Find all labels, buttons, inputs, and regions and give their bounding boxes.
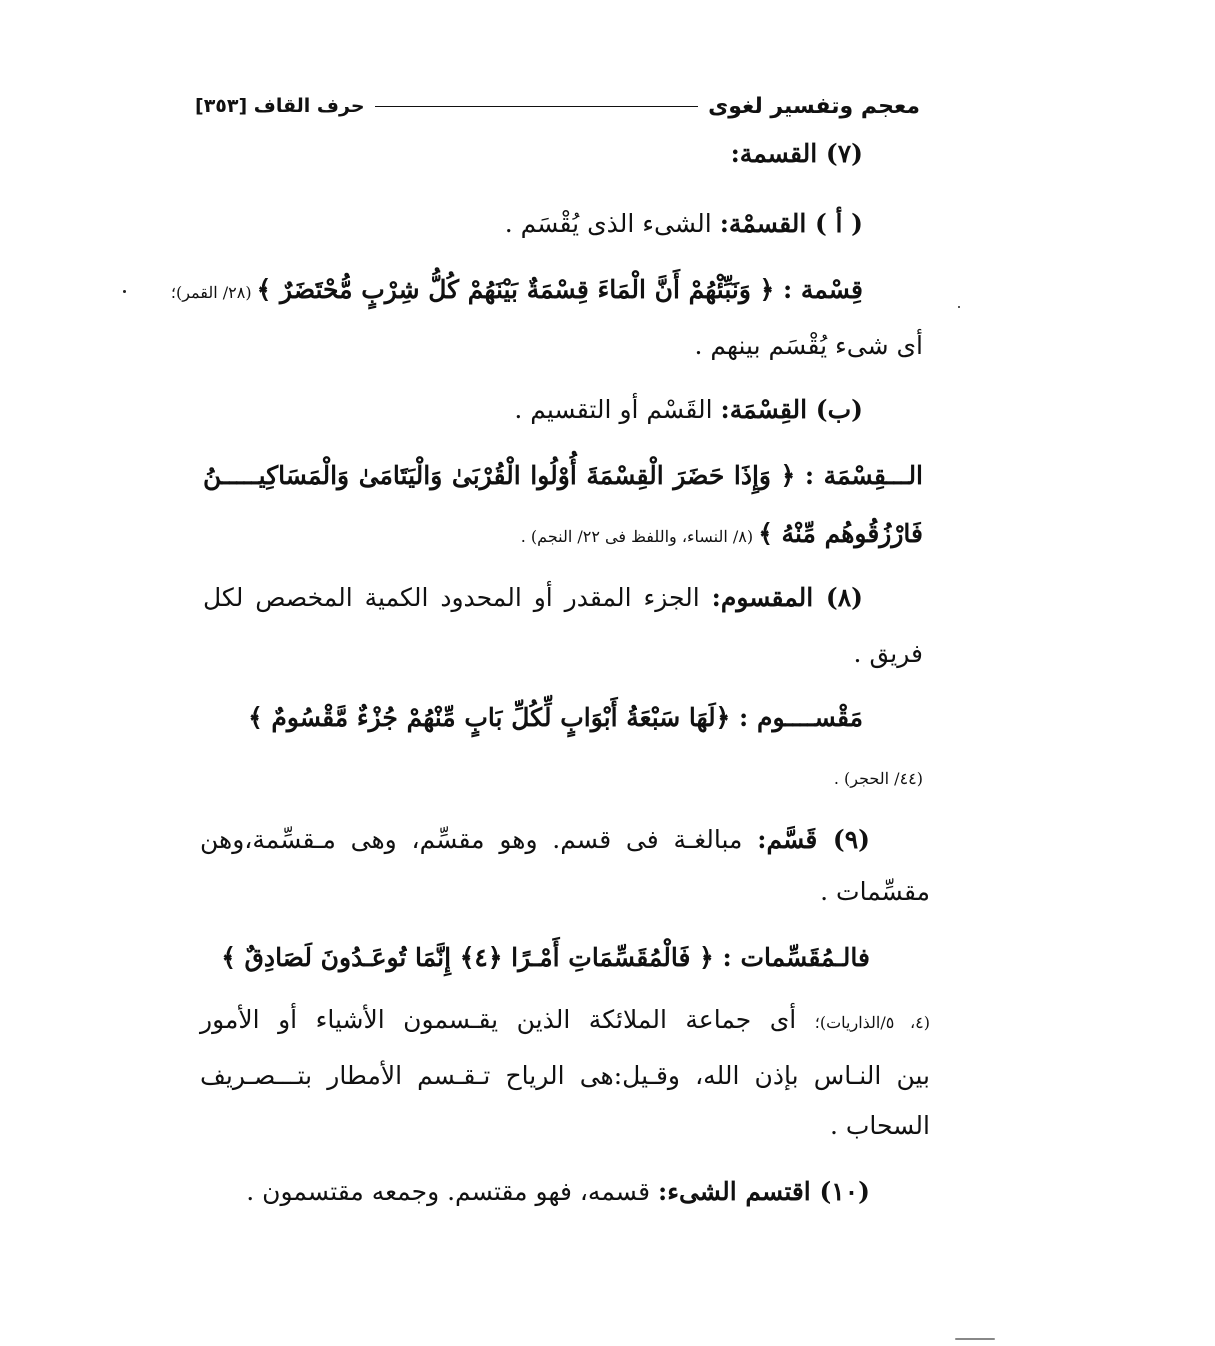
running-header <box>195 86 920 126</box>
entry-7a-explanation: أى شىء يُقْسَم بينهم . <box>694 331 923 360</box>
entry-7b-definition: (ب) القِسْمَة: القَسْم أو التقسيم . <box>514 395 863 424</box>
section-page-number: حرف القاف [٣٥٣] <box>195 95 365 117</box>
entry-9-definition-continuation: مقسِّمات . <box>820 877 930 906</box>
entry-7a-definition: ( أ ) القسمْة: الشىء الذى يُقْسَم . <box>504 209 863 238</box>
entry-7b-quran-citation: الـــقِسْمَة : ﴿ وَإِذَا حَضَرَ الْقِسْمَةَ أُوْلُوا الْقُرْبَىٰ وَالْيَتَامَىٰ وَالْمَسَاكِيـــــنُ <box>203 461 924 490</box>
entry-8-quran-citation: مَقْســــوم : ﴿لَهَا سَبْعَةُ أَبْوَابٍ لِّكُلِّ بَابٍ مِّنْهُمْ جُزْءٌ مَّقْسُومٌ ﴾ <box>248 703 863 732</box>
entry-7b-quran-continuation: فَارْزُقُوهُم مِّنْهُ ﴾ (٨/ النساء، واللفظ فى ٢٢/ النجم) . <box>520 519 923 548</box>
entry-8-citation-reference: (٤٤/ الحجر) . <box>833 769 923 788</box>
header-rule <box>375 106 699 107</box>
book-title: معجم وتفسير لغوى <box>708 93 920 119</box>
entry-9-definition: (٩) قَسَّم: مبالغـة فى قسم. وهو مقسِّم، وهى مـقسِّمة،وهن <box>200 825 870 854</box>
entry-9-explanation-end: السحاب . <box>829 1111 930 1140</box>
entry-9-quran-citation: فالـمُقَسِّمات : ﴿ فَالْمُقَسِّمَاتِ أَمْـرًا ﴿٤﴾ إِنَّمَا تُوعَـدُونَ لَصَادِقٌ ﴾ <box>221 943 870 972</box>
entry-9-explanation: (٤، ٥/الذاريات)؛ أى جماعة الملائكة الذين يقـسمون الأشياء أو الأمور <box>200 1005 931 1034</box>
entry-8-definition-continuation: فريق . <box>853 639 923 668</box>
entry-8-definition: (٨) المقسوم: الجزء المقدر أو المحدود الكمية المخصص لكل <box>203 583 863 612</box>
scan-edge-mark <box>955 1338 995 1340</box>
entry-7a-quran-citation: قِسْمة : ﴿ وَنَبِّئْهُمْ أَنَّ الْمَاءَ قِسْمَةٌ بَيْنَهُمْ كُلُّ شِرْبٍ مُّحْتَضَرٌ ﴾ (٢٨/ القمر)؛ <box>170 275 863 304</box>
entry-9-explanation-continuation: بين النـاس بإذن الله، وقـيل:هى الرياح تـقـسم الأمطار بتـــصـريف <box>200 1061 930 1090</box>
scan-speck <box>958 306 960 308</box>
scan-speck <box>123 290 126 293</box>
entry-10-definition: (١٠) اقتسم الشىء: قسمه، فهو مقتسم. وجمعه مقتسمون . <box>246 1177 870 1206</box>
entry-7-heading: (٧) القسمة: <box>730 139 863 168</box>
